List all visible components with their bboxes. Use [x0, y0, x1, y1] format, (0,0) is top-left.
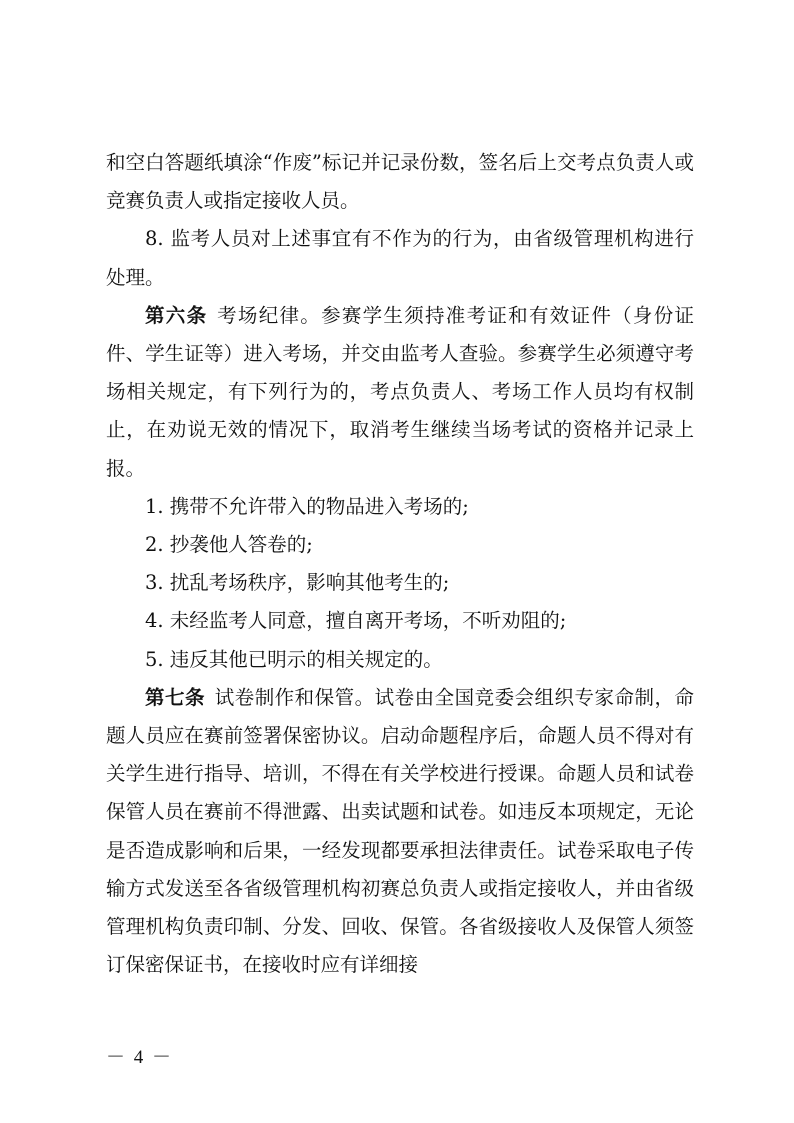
list-item-text: 1. 携带不允许带入的物品进入考场的; — [145, 494, 469, 518]
page-number: － 4 － — [106, 1047, 174, 1068]
paragraph-item-8 — [106, 220, 694, 296]
list-item-text: 2. 抄袭他人答卷的; — [145, 533, 313, 557]
list-item — [106, 488, 694, 526]
paragraph-continuation — [106, 144, 694, 220]
list-item-text: 5. 违反其他已明示的相关规定的。 — [145, 647, 443, 671]
article-seven — [106, 679, 694, 985]
paragraph-text: 和空白答题纸填涂“作废”标记并记录份数，签名后上交考点负责人或竞赛负责人或指定接收人员。 — [106, 151, 694, 213]
paragraph-text: 试卷制作和保管。试卷由全国竞委会组织专家命制，命题人员应在赛前签署保密协议。启动命题程序后，命题人员不得对有关学生进行指导、培训，不得在有关学校进行授课。命题人员和试卷保管人员在赛前不得泄露、出卖试题和试卷。如违反本项规定，无论是否造成影响和后果，一经发现都要承担法律责任。试卷采取电子传输方式发送至各省级管理机构初赛总负责人或指定接收人，并由省级管理机构负责印制、分发、回收、保管。各省级接收人及保管人须签订保密保证书，在接收时应有详细接 — [106, 685, 694, 977]
list-item — [106, 641, 694, 679]
article-label: 第七条 — [145, 685, 205, 709]
article-six — [106, 297, 694, 488]
paragraph-text: 考场纪律。参赛学生须持准考证和有效证件（身份证件、学生证等）进入考场，并交由监考人查验。参赛学生必须遵守考场相关规定，有下列行为的，考点负责人、考场工作人员均有权制止，在劝说无效的情况下，取消考生继续当场考试的资格并记录上报。 — [106, 303, 694, 480]
list-item — [106, 602, 694, 640]
list-item — [106, 526, 694, 564]
paragraph-text: 8. 监考人员对上述事宜有不作为的行为，由省级管理机构进行处理。 — [106, 227, 694, 289]
document-body — [106, 144, 694, 984]
list-item-text: 4. 未经监考人同意，擅自离开考场，不听劝阻的; — [145, 609, 567, 633]
list-item-text: 3. 扰乱考场秩序，影响其他考生的; — [145, 571, 450, 595]
list-item — [106, 564, 694, 602]
article-label: 第六条 — [145, 303, 208, 327]
